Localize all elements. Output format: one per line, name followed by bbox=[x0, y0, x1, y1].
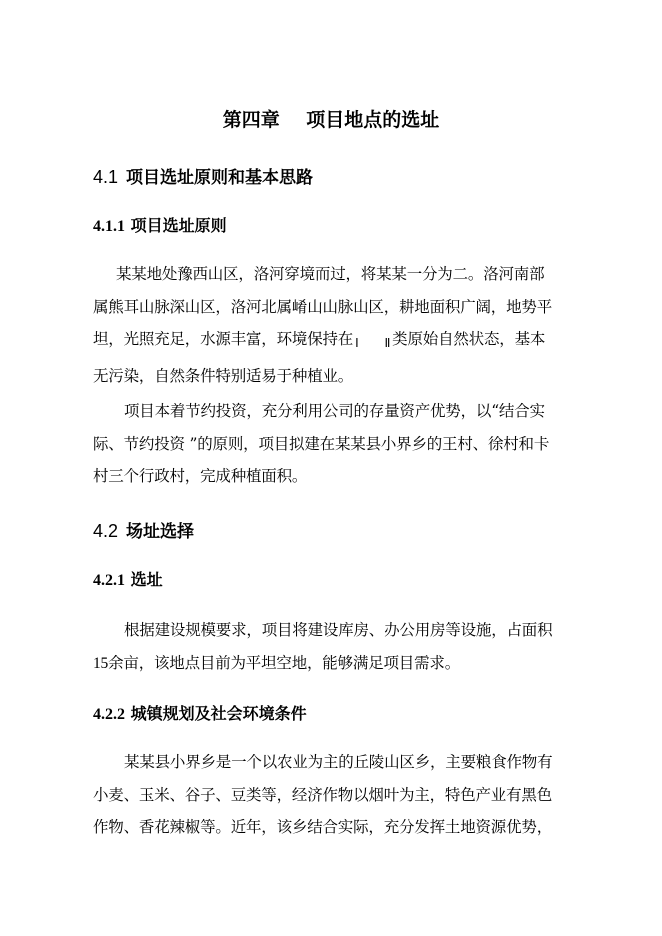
paragraph-line: 某某地处豫西山区，洛河穿境而过，将某某一分为二。洛河南部 bbox=[116, 265, 545, 283]
number-text: 15 bbox=[93, 654, 109, 672]
paragraph-line: 村三个行政村，完成种植面积。 bbox=[93, 467, 308, 485]
paragraph-2 bbox=[93, 395, 583, 493]
paragraph-line bbox=[93, 647, 583, 681]
subsection-heading-4-1-1 bbox=[93, 214, 227, 239]
paragraph-line: 无污染，自然条件特别适易于种植业。 bbox=[93, 366, 354, 385]
text-segment: 类原始自然状态，基本 bbox=[392, 330, 546, 348]
roman-numeral: Ⅱ bbox=[384, 336, 391, 350]
paragraph-line: 际、节约投资 ”的原则，项目拟建在某某县小界乡的王村、徐村和卡 bbox=[93, 434, 550, 453]
paragraph-4 bbox=[93, 746, 583, 844]
subsection-number: 4.2.2 bbox=[93, 706, 125, 723]
paragraph-line: 项目本着节约投资，充分利用公司的存量资产优势，以“结合实 bbox=[124, 402, 545, 420]
roman-numeral: Ⅰ bbox=[355, 336, 359, 350]
text-segment: 坦，光照充足，水源丰富，环境保持在 bbox=[93, 330, 354, 348]
section-number: 4.1 bbox=[93, 167, 119, 187]
text-segment: 余亩，该地点目前为平坦空地，能够满足项目需求。 bbox=[108, 653, 461, 672]
paragraph-line: 根据建设规模要求，项目将建设库房、办公用房等设施，占面积 bbox=[124, 621, 553, 639]
paragraph-line bbox=[93, 323, 583, 360]
subsection-number: 4.1.1 bbox=[93, 218, 125, 235]
paragraph-1 bbox=[93, 258, 583, 392]
paragraph-line: 某某县小界乡是一个以农业为主的丘陵山区乡，主要粮食作物有 bbox=[124, 753, 553, 771]
paragraph-line: 属熊耳山脉深山区，洛河北属崤山山脉山区，耕地面积广阔，地势平 bbox=[93, 297, 553, 316]
paragraph-line: 作物、香花辣椒等。近年，该乡结合实际，充分发挥土地资源优势， bbox=[93, 818, 553, 836]
section-number: 4.2 bbox=[93, 521, 119, 541]
section-title: 项目选址原则和基本思路 bbox=[125, 168, 313, 188]
subsection-heading-4-2-1 bbox=[93, 568, 163, 593]
paragraph-3 bbox=[93, 614, 583, 680]
subsection-number: 4.2.1 bbox=[93, 572, 125, 589]
paragraph-line: 小麦、玉米、谷子、豆类等，经济作物以烟叶为主，特色产业有黑色 bbox=[93, 785, 553, 804]
subsection-title: 项目选址原则 bbox=[130, 216, 227, 235]
section-title: 场址选择 bbox=[125, 522, 194, 542]
subsection-heading-4-2-2 bbox=[93, 702, 307, 727]
subsection-title: 城镇规划及社会环境条件 bbox=[130, 704, 307, 723]
section-heading-4-1 bbox=[93, 164, 313, 191]
section-heading-4-2 bbox=[93, 518, 194, 545]
subsection-title: 选址 bbox=[130, 570, 163, 589]
chapter-title: 第四章 项目地点的选址 bbox=[222, 109, 440, 131]
